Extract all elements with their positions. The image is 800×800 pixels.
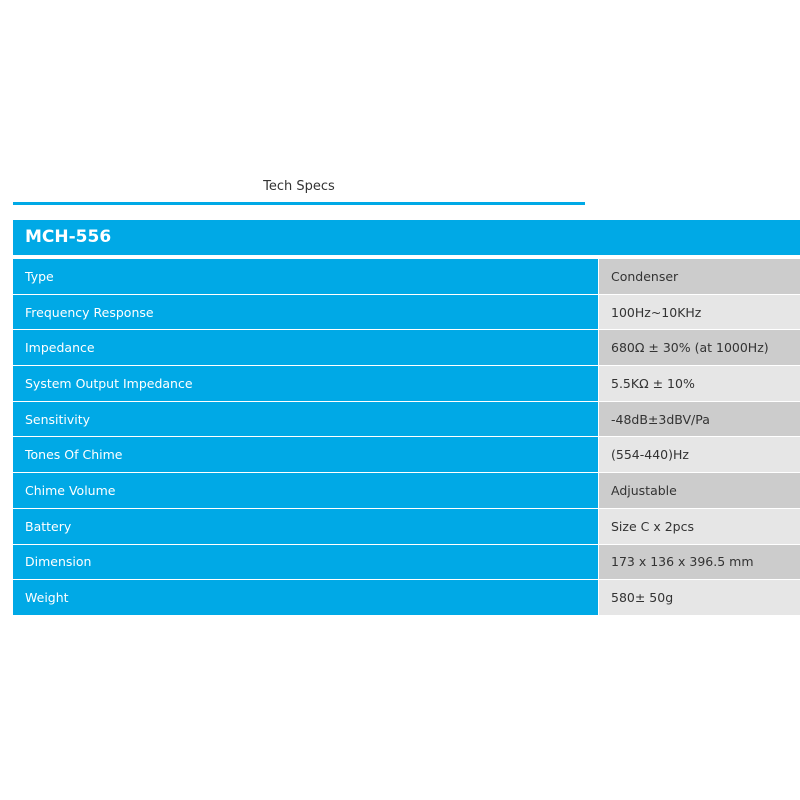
spec-key: Battery — [13, 509, 599, 544]
spec-key: Dimension — [13, 545, 599, 580]
spec-key: Frequency Response — [13, 295, 599, 330]
tab-active-underline — [13, 202, 585, 205]
spec-key: Sensitivity — [13, 402, 599, 437]
spec-value: 680Ω ± 30% (at 1000Hz) — [599, 330, 800, 365]
spec-row-weight — [13, 580, 800, 616]
spec-row-system-output-impedance — [13, 366, 800, 402]
spec-value: 100Hz~10KHz — [599, 295, 800, 330]
spec-key: Tones Of Chime — [13, 437, 599, 472]
spec-row-dimension — [13, 545, 800, 581]
spec-value: Size C x 2pcs — [599, 509, 800, 544]
spec-key: Impedance — [13, 330, 599, 365]
specs-table — [13, 259, 800, 616]
tab-tech-specs[interactable] — [13, 170, 585, 205]
spec-value: 580± 50g — [599, 580, 800, 615]
spec-row-battery — [13, 509, 800, 545]
spec-key: Weight — [13, 580, 599, 615]
spec-value: Adjustable — [599, 473, 800, 508]
spec-key: Chime Volume — [13, 473, 599, 508]
spec-value: 5.5KΩ ± 10% — [599, 366, 800, 401]
spec-value: (554-440)Hz — [599, 437, 800, 472]
spec-row-sensitivity — [13, 402, 800, 438]
product-model-header: MCH-556 — [13, 220, 800, 255]
spec-key: System Output Impedance — [13, 366, 599, 401]
tab-tech-specs-label[interactable]: Tech Specs — [263, 179, 335, 194]
spec-row-type — [13, 259, 800, 295]
spec-value: Condenser — [599, 259, 800, 294]
spec-value: -48dB±3dBV/Pa — [599, 402, 800, 437]
spec-key: Type — [13, 259, 599, 294]
spec-row-tones-of-chime — [13, 437, 800, 473]
spec-row-frequency-response — [13, 295, 800, 331]
spec-row-impedance — [13, 330, 800, 366]
spec-row-chime-volume — [13, 473, 800, 509]
spec-value: 173 x 136 x 396.5 mm — [599, 545, 800, 580]
